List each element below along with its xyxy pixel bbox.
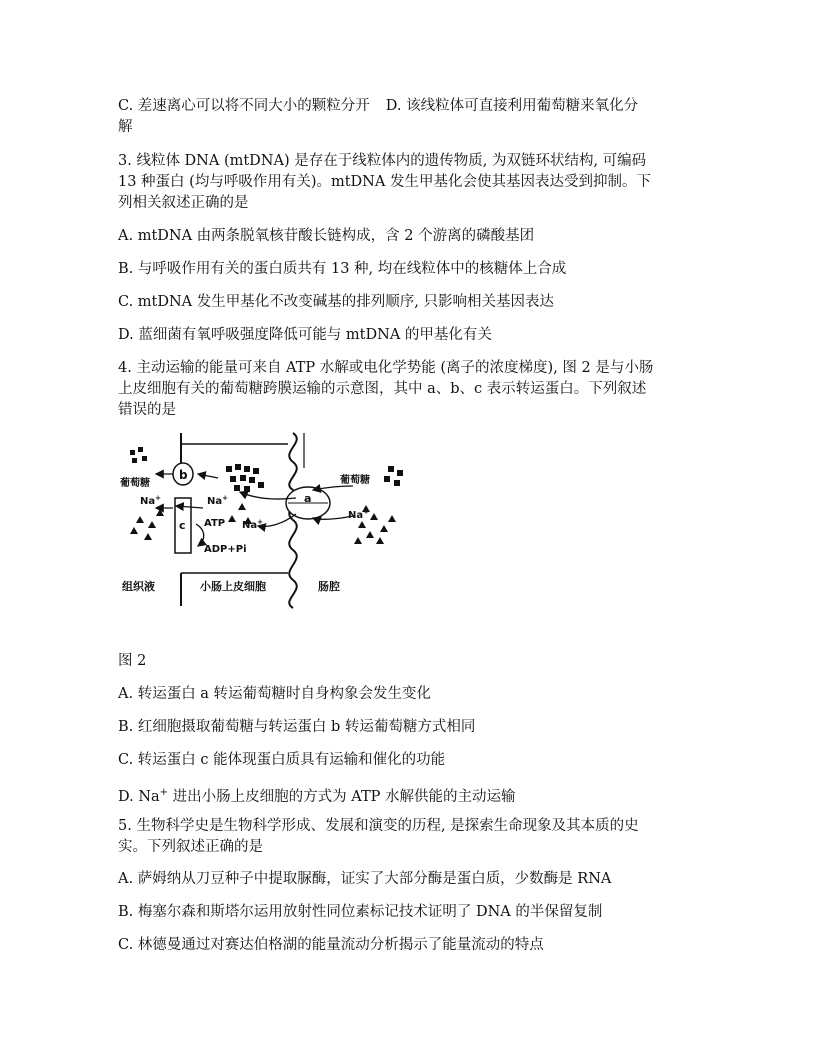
q3-stem-line2: 13 种蛋白 (均与呼吸作用有关)。mtDNA 发生甲基化会使其基因表达受到抑制。下 bbox=[118, 174, 651, 190]
na-triangles-left bbox=[130, 509, 164, 540]
q5-stem-line1: 5. 生物科学史是生物科学形成、发展和演变的历程, 是探索生命现象及其本质的史 bbox=[118, 818, 639, 834]
figure-2-diagram bbox=[118, 428, 418, 610]
label-adp: ADP+Pi bbox=[204, 544, 247, 555]
label-b: b bbox=[179, 468, 188, 482]
arrow-glucose-in bbox=[313, 486, 353, 490]
q3-option-d: D. 蓝细菌有氧呼吸强度降低可能与 mtDNA 的甲基化有关 bbox=[118, 327, 492, 343]
label-na-cell: Na+ bbox=[242, 518, 263, 531]
q4-option-a: A. 转运蛋白 a 转运葡萄糖时自身构象会发生变化 bbox=[118, 686, 432, 702]
apical-membrane bbox=[289, 433, 297, 608]
q5-option-b: B. 梅塞尔森和斯塔尔运用放射性同位素标记技术证明了 DNA 的半保留复制 bbox=[118, 904, 603, 920]
glucose-squares-left bbox=[130, 447, 147, 463]
q4-stem-line2: 上皮细胞有关的葡萄糖跨膜运输的示意图，其中 a、b、c 表示转运蛋白。下列叙述 bbox=[118, 381, 647, 397]
q3-stem-line1: 3. 线粒体 DNA (mtDNA) 是存在于线粒体内的遗传物质, 为双链环状结构, 可编码 bbox=[118, 153, 647, 169]
q2-option-c: C. 差速离心可以将不同大小的颗粒分开 bbox=[118, 98, 370, 114]
q2-option-d-cont: 解 bbox=[118, 119, 133, 135]
q3-option-c: C. mtDNA 发生甲基化不改变碱基的排列顺序, 只影响相关基因表达 bbox=[118, 294, 554, 310]
label-na-right: Na+ bbox=[348, 508, 369, 521]
q4-stem-line1: 4. 主动运输的能量可来自 ATP 水解或电化学势能 (离子的浓度梯度), 图 2 是与小肠 bbox=[118, 360, 654, 376]
arrow-b-out bbox=[198, 474, 218, 478]
label-lumen: 肠腔 bbox=[318, 580, 340, 593]
q2-option-d: D. 该线粒体可直接利用葡萄糖来氧化分 bbox=[385, 98, 639, 114]
label-na-left: Na+ bbox=[140, 494, 161, 507]
label-c: c bbox=[179, 519, 186, 532]
q5-stem-line2: 实。下列叙述正确的是 bbox=[118, 839, 263, 855]
label-na-mid: Na+ bbox=[207, 494, 228, 507]
q4-option-d: D. Na+ 进出小肠上皮细胞的方式为 ATP 水解供能的主动运输 bbox=[118, 787, 516, 805]
q4-stem-line3: 错误的是 bbox=[118, 402, 176, 418]
figure-caption: 图 2 bbox=[118, 653, 147, 669]
q5-option-c: C. 林德曼通过对赛达伯格湖的能量流动分析揭示了能量流动的特点 bbox=[118, 937, 544, 953]
q5-option-a: A. 萨姆纳从刀豆种子中提取脲酶，证实了大部分酶是蛋白质，少数酶是 RNA bbox=[118, 871, 612, 887]
arrow-atp-hydrolysis bbox=[196, 524, 204, 546]
q4-option-b: B. 红细胞摄取葡萄糖与转运蛋白 b 转运葡萄糖方式相同 bbox=[118, 719, 476, 735]
label-glucose-left: 葡萄糖 bbox=[120, 478, 150, 489]
label-tissue-fluid: 组织液 bbox=[122, 580, 155, 593]
q3-option-a: A. mtDNA 由两条脱氧核苷酸长链构成，含 2 个游离的磷酸基团 bbox=[118, 228, 535, 244]
label-a: a bbox=[304, 492, 312, 505]
q3-option-b: B. 与呼吸作用有关的蛋白质共有 13 种, 均在线粒体中的核糖体上合成 bbox=[118, 261, 567, 277]
glucose-squares-cell bbox=[226, 464, 264, 492]
q2-options-line bbox=[118, 96, 638, 116]
glucose-squares-lumen bbox=[384, 466, 403, 486]
transport-diagram bbox=[118, 428, 418, 610]
label-cell: 小肠上皮细胞 bbox=[200, 580, 266, 593]
label-glucose-right: 葡萄糖 bbox=[340, 475, 370, 486]
label-atp: ATP bbox=[204, 518, 226, 529]
q4-option-c: C. 转运蛋白 c 能体现蛋白质具有运输和催化的功能 bbox=[118, 752, 446, 768]
q3-stem-line3: 列相关叙述正确的是 bbox=[118, 195, 249, 211]
